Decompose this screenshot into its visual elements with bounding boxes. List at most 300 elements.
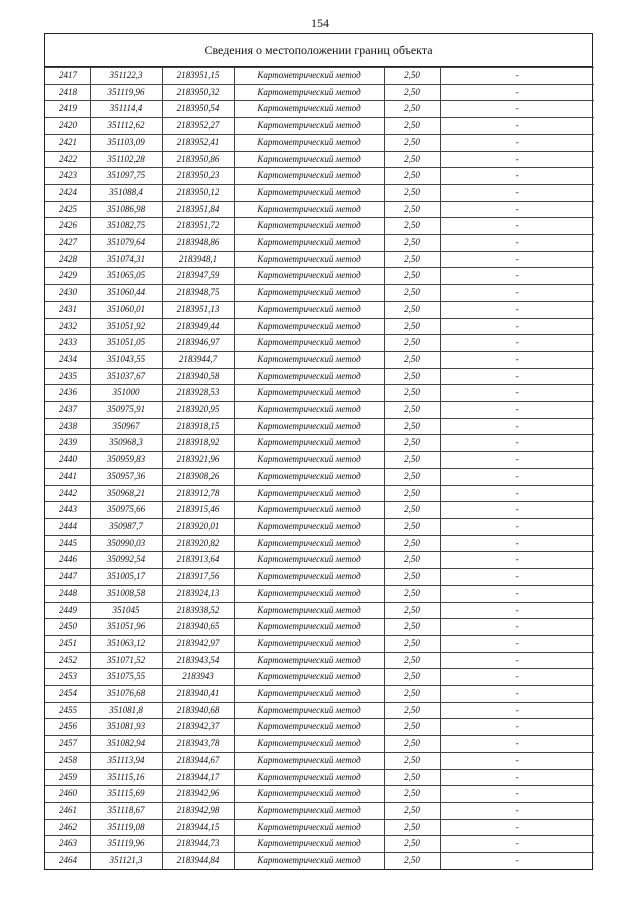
accuracy-cell: 2,50 <box>384 151 440 168</box>
description-cell: - <box>440 619 594 636</box>
description-cell: - <box>440 802 594 819</box>
method-cell: Картометрический метод <box>234 201 384 218</box>
accuracy-cell: 2,50 <box>384 452 440 469</box>
description-cell: - <box>440 535 594 552</box>
y-coordinate-cell: 2183920,82 <box>162 535 234 552</box>
description-cell: - <box>440 134 594 151</box>
point-number-cell: 2461 <box>45 802 90 819</box>
method-cell: Картометрический метод <box>234 468 384 485</box>
method-cell: Картометрический метод <box>234 569 384 586</box>
y-coordinate-cell: 2183940,68 <box>162 702 234 719</box>
x-coordinate-cell: 351103,09 <box>90 134 162 151</box>
table-title: Сведения о местоположении границ объекта <box>45 34 592 67</box>
method-cell: Картометрический метод <box>234 402 384 419</box>
accuracy-cell: 2,50 <box>384 686 440 703</box>
point-number-cell: 2435 <box>45 368 90 385</box>
point-number-cell: 2460 <box>45 786 90 803</box>
table-row <box>45 101 594 118</box>
accuracy-cell: 2,50 <box>384 101 440 118</box>
y-coordinate-cell: 2183944,17 <box>162 769 234 786</box>
x-coordinate-cell: 351119,08 <box>90 819 162 836</box>
y-coordinate-cell: 2183950,23 <box>162 168 234 185</box>
y-coordinate-cell: 2183943 <box>162 669 234 686</box>
x-coordinate-cell: 351075,55 <box>90 669 162 686</box>
accuracy-cell: 2,50 <box>384 819 440 836</box>
method-cell: Картометрический метод <box>234 485 384 502</box>
point-number-cell: 2437 <box>45 402 90 419</box>
x-coordinate-cell: 351060,01 <box>90 301 162 318</box>
y-coordinate-cell: 2183948,86 <box>162 235 234 252</box>
table-row <box>45 385 594 402</box>
description-cell: - <box>440 635 594 652</box>
method-cell: Картометрический метод <box>234 635 384 652</box>
description-cell: - <box>440 351 594 368</box>
method-cell: Картометрический метод <box>234 585 384 602</box>
table-row <box>45 585 594 602</box>
point-number-cell: 2436 <box>45 385 90 402</box>
description-cell: - <box>440 669 594 686</box>
accuracy-cell: 2,50 <box>384 335 440 352</box>
point-number-cell: 2431 <box>45 301 90 318</box>
x-coordinate-cell: 350992,54 <box>90 552 162 569</box>
table-row <box>45 468 594 485</box>
point-number-cell: 2456 <box>45 719 90 736</box>
table-row <box>45 368 594 385</box>
x-coordinate-cell: 350987,7 <box>90 518 162 535</box>
y-coordinate-cell: 2183951,13 <box>162 301 234 318</box>
accuracy-cell: 2,50 <box>384 769 440 786</box>
accuracy-cell: 2,50 <box>384 485 440 502</box>
description-cell: - <box>440 786 594 803</box>
y-coordinate-cell: 2183950,12 <box>162 184 234 201</box>
y-coordinate-cell: 2183918,15 <box>162 418 234 435</box>
accuracy-cell: 2,50 <box>384 184 440 201</box>
accuracy-cell: 2,50 <box>384 402 440 419</box>
y-coordinate-cell: 2183944,67 <box>162 752 234 769</box>
table-row <box>45 335 594 352</box>
description-cell: - <box>440 518 594 535</box>
x-coordinate-cell: 351115,16 <box>90 769 162 786</box>
method-cell: Картометрический метод <box>234 619 384 636</box>
point-number-cell: 2428 <box>45 251 90 268</box>
y-coordinate-cell: 2183928,53 <box>162 385 234 402</box>
y-coordinate-cell: 2183944,15 <box>162 819 234 836</box>
accuracy-cell: 2,50 <box>384 318 440 335</box>
table-row <box>45 819 594 836</box>
description-cell: - <box>440 318 594 335</box>
x-coordinate-cell: 351051,05 <box>90 335 162 352</box>
table-row <box>45 719 594 736</box>
y-coordinate-cell: 2183908,26 <box>162 468 234 485</box>
method-cell: Картометрический метод <box>234 686 384 703</box>
point-number-cell: 2450 <box>45 619 90 636</box>
description-cell: - <box>440 402 594 419</box>
y-coordinate-cell: 2183918,92 <box>162 435 234 452</box>
method-cell: Картометрический метод <box>234 335 384 352</box>
accuracy-cell: 2,50 <box>384 619 440 636</box>
point-number-cell: 2447 <box>45 569 90 586</box>
y-coordinate-cell: 2183917,56 <box>162 569 234 586</box>
y-coordinate-cell: 2183942,37 <box>162 719 234 736</box>
method-cell: Картометрический метод <box>234 786 384 803</box>
y-coordinate-cell: 2183948,75 <box>162 285 234 302</box>
x-coordinate-cell: 351082,75 <box>90 218 162 235</box>
method-cell: Картометрический метод <box>234 819 384 836</box>
method-cell: Картометрический метод <box>234 351 384 368</box>
description-cell: - <box>440 285 594 302</box>
table-row <box>45 485 594 502</box>
table-row <box>45 769 594 786</box>
x-coordinate-cell: 351051,92 <box>90 318 162 335</box>
x-coordinate-cell: 351102,28 <box>90 151 162 168</box>
description-cell: - <box>440 235 594 252</box>
method-cell: Картометрический метод <box>234 502 384 519</box>
table-row <box>45 435 594 452</box>
table-row <box>45 418 594 435</box>
table-row <box>45 535 594 552</box>
x-coordinate-cell: 351008,58 <box>90 585 162 602</box>
y-coordinate-cell: 2183920,95 <box>162 402 234 419</box>
description-cell: - <box>440 151 594 168</box>
accuracy-cell: 2,50 <box>384 736 440 753</box>
table-row <box>45 836 594 853</box>
point-number-cell: 2446 <box>45 552 90 569</box>
accuracy-cell: 2,50 <box>384 251 440 268</box>
method-cell: Картометрический метод <box>234 535 384 552</box>
point-number-cell: 2441 <box>45 468 90 485</box>
accuracy-cell: 2,50 <box>384 68 440 85</box>
x-coordinate-cell: 350968,21 <box>90 485 162 502</box>
method-cell: Картометрический метод <box>234 452 384 469</box>
accuracy-cell: 2,50 <box>384 836 440 853</box>
y-coordinate-cell: 2183952,27 <box>162 118 234 135</box>
y-coordinate-cell: 2183949,44 <box>162 318 234 335</box>
x-coordinate-cell: 350967 <box>90 418 162 435</box>
description-cell: - <box>440 418 594 435</box>
description-cell: - <box>440 569 594 586</box>
y-coordinate-cell: 2183938,52 <box>162 602 234 619</box>
x-coordinate-cell: 351065,05 <box>90 268 162 285</box>
method-cell: Картометрический метод <box>234 184 384 201</box>
method-cell: Картометрический метод <box>234 235 384 252</box>
x-coordinate-cell: 351043,55 <box>90 351 162 368</box>
y-coordinate-cell: 2183943,78 <box>162 736 234 753</box>
method-cell: Картометрический метод <box>234 368 384 385</box>
accuracy-cell: 2,50 <box>384 134 440 151</box>
y-coordinate-cell: 2183920,01 <box>162 518 234 535</box>
method-cell: Картометрический метод <box>234 101 384 118</box>
accuracy-cell: 2,50 <box>384 602 440 619</box>
description-cell: - <box>440 686 594 703</box>
x-coordinate-cell: 351037,67 <box>90 368 162 385</box>
x-coordinate-cell: 351114,4 <box>90 101 162 118</box>
method-cell: Картометрический метод <box>234 719 384 736</box>
accuracy-cell: 2,50 <box>384 301 440 318</box>
table-row <box>45 752 594 769</box>
method-cell: Картометрический метод <box>234 151 384 168</box>
point-number-cell: 2421 <box>45 134 90 151</box>
method-cell: Картометрический метод <box>234 836 384 853</box>
accuracy-cell: 2,50 <box>384 418 440 435</box>
description-cell: - <box>440 485 594 502</box>
x-coordinate-cell: 350975,91 <box>90 402 162 419</box>
description-cell: - <box>440 819 594 836</box>
method-cell: Картометрический метод <box>234 518 384 535</box>
description-cell: - <box>440 585 594 602</box>
description-cell: - <box>440 84 594 101</box>
description-cell: - <box>440 101 594 118</box>
point-number-cell: 2425 <box>45 201 90 218</box>
x-coordinate-cell: 351112,62 <box>90 118 162 135</box>
table-row <box>45 201 594 218</box>
accuracy-cell: 2,50 <box>384 702 440 719</box>
y-coordinate-cell: 2183944,7 <box>162 351 234 368</box>
method-cell: Картометрический метод <box>234 168 384 185</box>
accuracy-cell: 2,50 <box>384 518 440 535</box>
point-number-cell: 2432 <box>45 318 90 335</box>
table-row <box>45 686 594 703</box>
point-number-cell: 2442 <box>45 485 90 502</box>
description-cell: - <box>440 853 594 869</box>
description-cell: - <box>440 118 594 135</box>
description-cell: - <box>440 301 594 318</box>
accuracy-cell: 2,50 <box>384 168 440 185</box>
accuracy-cell: 2,50 <box>384 201 440 218</box>
x-coordinate-cell: 351081,93 <box>90 719 162 736</box>
x-coordinate-cell: 351071,52 <box>90 652 162 669</box>
y-coordinate-cell: 2183943,54 <box>162 652 234 669</box>
accuracy-cell: 2,50 <box>384 368 440 385</box>
method-cell: Картометрический метод <box>234 385 384 402</box>
description-cell: - <box>440 168 594 185</box>
method-cell: Картометрический метод <box>234 802 384 819</box>
table-row <box>45 285 594 302</box>
point-number-cell: 2458 <box>45 752 90 769</box>
accuracy-cell: 2,50 <box>384 786 440 803</box>
point-number-cell: 2448 <box>45 585 90 602</box>
point-number-cell: 2464 <box>45 853 90 869</box>
description-cell: - <box>440 552 594 569</box>
table-row <box>45 134 594 151</box>
point-number-cell: 2418 <box>45 84 90 101</box>
point-number-cell: 2449 <box>45 602 90 619</box>
accuracy-cell: 2,50 <box>384 84 440 101</box>
accuracy-cell: 2,50 <box>384 569 440 586</box>
table-row <box>45 68 594 85</box>
point-number-cell: 2429 <box>45 268 90 285</box>
accuracy-cell: 2,50 <box>384 719 440 736</box>
x-coordinate-cell: 351119,96 <box>90 84 162 101</box>
description-cell: - <box>440 268 594 285</box>
x-coordinate-cell: 351086,98 <box>90 201 162 218</box>
method-cell: Картометрический метод <box>234 251 384 268</box>
accuracy-cell: 2,50 <box>384 502 440 519</box>
x-coordinate-cell: 350975,66 <box>90 502 162 519</box>
point-number-cell: 2434 <box>45 351 90 368</box>
accuracy-cell: 2,50 <box>384 235 440 252</box>
accuracy-cell: 2,50 <box>384 535 440 552</box>
x-coordinate-cell: 351060,44 <box>90 285 162 302</box>
point-number-cell: 2454 <box>45 686 90 703</box>
table-row <box>45 619 594 636</box>
description-cell: - <box>440 184 594 201</box>
accuracy-cell: 2,50 <box>384 652 440 669</box>
method-cell: Картометрический метод <box>234 552 384 569</box>
table-row <box>45 301 594 318</box>
accuracy-cell: 2,50 <box>384 853 440 869</box>
y-coordinate-cell: 2183948,1 <box>162 251 234 268</box>
point-number-cell: 2452 <box>45 652 90 669</box>
method-cell: Картометрический метод <box>234 68 384 85</box>
y-coordinate-cell: 2183915,46 <box>162 502 234 519</box>
y-coordinate-cell: 2183944,84 <box>162 853 234 869</box>
table-row <box>45 251 594 268</box>
description-cell: - <box>440 468 594 485</box>
y-coordinate-cell: 2183912,78 <box>162 485 234 502</box>
accuracy-cell: 2,50 <box>384 635 440 652</box>
table-row <box>45 569 594 586</box>
y-coordinate-cell: 2183944,73 <box>162 836 234 853</box>
y-coordinate-cell: 2183940,58 <box>162 368 234 385</box>
table-row <box>45 669 594 686</box>
point-number-cell: 2443 <box>45 502 90 519</box>
accuracy-cell: 2,50 <box>384 585 440 602</box>
y-coordinate-cell: 2183951,15 <box>162 68 234 85</box>
point-number-cell: 2433 <box>45 335 90 352</box>
point-number-cell: 2438 <box>45 418 90 435</box>
x-coordinate-cell: 351119,96 <box>90 836 162 853</box>
x-coordinate-cell: 350959,83 <box>90 452 162 469</box>
table-row <box>45 702 594 719</box>
point-number-cell: 2430 <box>45 285 90 302</box>
accuracy-cell: 2,50 <box>384 802 440 819</box>
y-coordinate-cell: 2183947,59 <box>162 268 234 285</box>
point-number-cell: 2420 <box>45 118 90 135</box>
y-coordinate-cell: 2183950,86 <box>162 151 234 168</box>
x-coordinate-cell: 351088,4 <box>90 184 162 201</box>
method-cell: Картометрический метод <box>234 853 384 869</box>
description-cell: - <box>440 368 594 385</box>
table-row <box>45 802 594 819</box>
coordinates-sheet <box>44 33 593 870</box>
table-row <box>45 452 594 469</box>
table-row <box>45 318 594 335</box>
point-number-cell: 2463 <box>45 836 90 853</box>
y-coordinate-cell: 2183951,84 <box>162 201 234 218</box>
point-number-cell: 2427 <box>45 235 90 252</box>
description-cell: - <box>440 736 594 753</box>
method-cell: Картометрический метод <box>234 752 384 769</box>
table-row <box>45 736 594 753</box>
table-row <box>45 151 594 168</box>
accuracy-cell: 2,50 <box>384 435 440 452</box>
method-cell: Картометрический метод <box>234 652 384 669</box>
x-coordinate-cell: 351113,94 <box>90 752 162 769</box>
table-row <box>45 84 594 101</box>
description-cell: - <box>440 385 594 402</box>
accuracy-cell: 2,50 <box>384 468 440 485</box>
x-coordinate-cell: 351074,31 <box>90 251 162 268</box>
table-row <box>45 168 594 185</box>
description-cell: - <box>440 201 594 218</box>
x-coordinate-cell: 351051,96 <box>90 619 162 636</box>
table-row <box>45 502 594 519</box>
description-cell: - <box>440 251 594 268</box>
table-row <box>45 268 594 285</box>
accuracy-cell: 2,50 <box>384 552 440 569</box>
y-coordinate-cell: 2183940,65 <box>162 619 234 636</box>
method-cell: Картометрический метод <box>234 218 384 235</box>
point-number-cell: 2417 <box>45 68 90 85</box>
x-coordinate-cell: 351081,8 <box>90 702 162 719</box>
description-cell: - <box>440 68 594 85</box>
point-number-cell: 2459 <box>45 769 90 786</box>
y-coordinate-cell: 2183940,41 <box>162 686 234 703</box>
y-coordinate-cell: 2183950,32 <box>162 84 234 101</box>
y-coordinate-cell: 2183950,54 <box>162 101 234 118</box>
point-number-cell: 2419 <box>45 101 90 118</box>
description-cell: - <box>440 702 594 719</box>
accuracy-cell: 2,50 <box>384 118 440 135</box>
method-cell: Картометрический метод <box>234 118 384 135</box>
point-number-cell: 2444 <box>45 518 90 535</box>
accuracy-cell: 2,50 <box>384 268 440 285</box>
description-cell: - <box>440 836 594 853</box>
x-coordinate-cell: 351005,17 <box>90 569 162 586</box>
method-cell: Картометрический метод <box>234 318 384 335</box>
x-coordinate-cell: 351082,94 <box>90 736 162 753</box>
method-cell: Картометрический метод <box>234 134 384 151</box>
x-coordinate-cell: 351122,3 <box>90 68 162 85</box>
method-cell: Картометрический метод <box>234 602 384 619</box>
point-number-cell: 2457 <box>45 736 90 753</box>
method-cell: Картометрический метод <box>234 702 384 719</box>
table-row <box>45 602 594 619</box>
table-row <box>45 635 594 652</box>
x-coordinate-cell: 351121,3 <box>90 853 162 869</box>
point-number-cell: 2424 <box>45 184 90 201</box>
accuracy-cell: 2,50 <box>384 752 440 769</box>
table-row <box>45 652 594 669</box>
method-cell: Картометрический метод <box>234 285 384 302</box>
description-cell: - <box>440 452 594 469</box>
y-coordinate-cell: 2183924,13 <box>162 585 234 602</box>
description-cell: - <box>440 652 594 669</box>
method-cell: Картометрический метод <box>234 736 384 753</box>
x-coordinate-cell: 351115,69 <box>90 786 162 803</box>
table-row <box>45 235 594 252</box>
description-cell: - <box>440 769 594 786</box>
y-coordinate-cell: 2183942,98 <box>162 802 234 819</box>
table-row <box>45 218 594 235</box>
point-number-cell: 2440 <box>45 452 90 469</box>
x-coordinate-cell: 351063,12 <box>90 635 162 652</box>
coordinates-table-body <box>45 68 594 869</box>
method-cell: Картометрический метод <box>234 84 384 101</box>
description-cell: - <box>440 218 594 235</box>
x-coordinate-cell: 350957,36 <box>90 468 162 485</box>
page-number: 154 <box>311 16 329 30</box>
point-number-cell: 2453 <box>45 669 90 686</box>
y-coordinate-cell: 2183942,97 <box>162 635 234 652</box>
point-number-cell: 2451 <box>45 635 90 652</box>
point-number-cell: 2462 <box>45 819 90 836</box>
table-row <box>45 786 594 803</box>
x-coordinate-cell: 351076,68 <box>90 686 162 703</box>
table-row <box>45 518 594 535</box>
y-coordinate-cell: 2183942,96 <box>162 786 234 803</box>
y-coordinate-cell: 2183946,97 <box>162 335 234 352</box>
